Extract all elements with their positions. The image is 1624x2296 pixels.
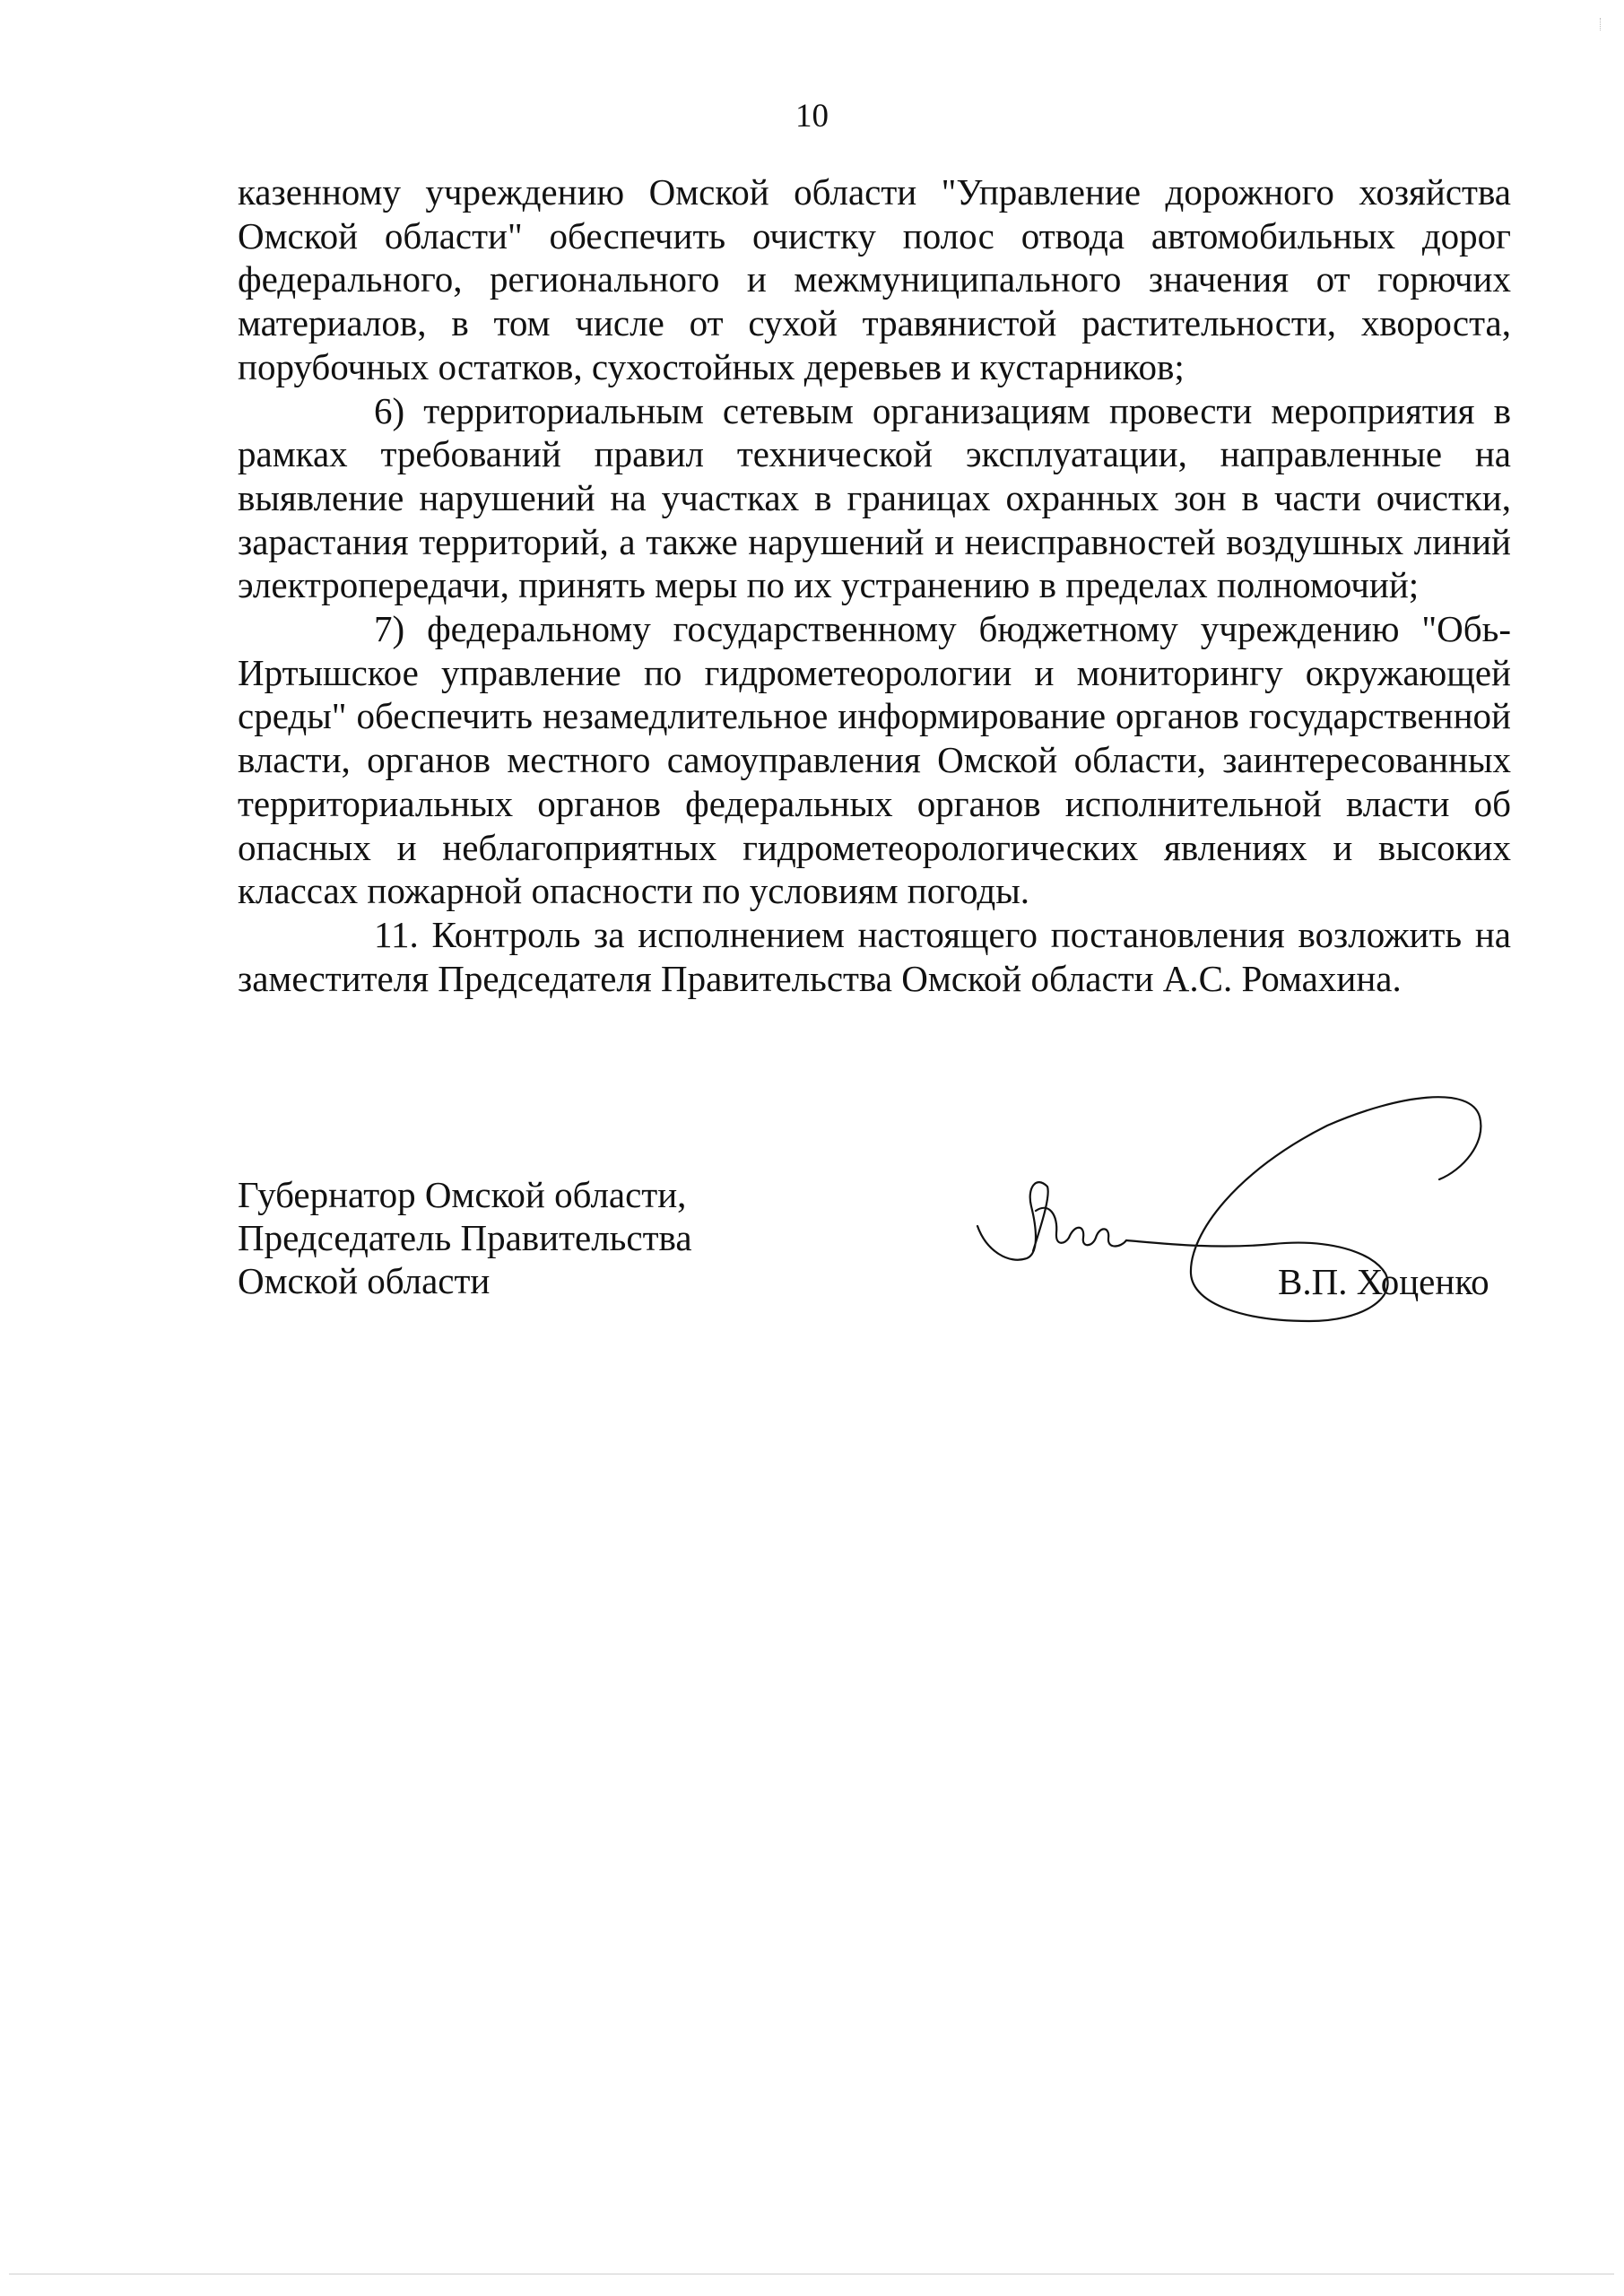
page-number: 10 [795, 98, 829, 135]
handwritten-signature [951, 1090, 1578, 1341]
signer-name: В.П. Хоценко [1278, 1261, 1489, 1302]
signature-stroke [1069, 1228, 1126, 1247]
signature-stroke [1126, 1097, 1481, 1321]
signature-stroke [977, 1182, 1048, 1260]
document-body [238, 170, 1511, 1000]
paragraph-item-7: 7) федеральному государственному бюджетному учреждению "Обь-Иртышское управление по гидрометеорологии и мониторингу окружающей среды" обеспечить незамедлительное информирование органов государственной власти, органов местного самоуправления Омской области, заинтересованных территориальных органов федеральных органов исполнительной власти об опасных и неблагоприятных гидрометеорологических явлениях и высоких классах пожарной опасности по условиям погоды. [238, 608, 1511, 912]
position-line: Губернатор Омской области, [238, 1174, 687, 1215]
signatory-position [238, 1173, 692, 1302]
paragraph-clause-11: 11. Контроль за исполнением настоящего постановления возложить на заместителя Председателя Правительства Омской области А.С. Ромахина. [238, 913, 1511, 999]
position-line: Председатель Правительства [238, 1217, 692, 1258]
scan-artifact [1600, 18, 1606, 30]
paragraph-continuation: казенному учреждению Омской области "Управление дорожного хозяйства Омской области" обеспечить очистку полос отвода автомобильных дорог федерального, регионального и межмуниципального значения от горючих материалов, в том числе от сухой травянистой растительности, хвороста, порубочных остатков, сухостойных деревьев и кустарников; [238, 171, 1511, 387]
position-line: Омской области [238, 1260, 491, 1301]
paragraph-item-6: 6) территориальным сетевым организациям провести мероприятия в рамках требований правил технической эксплуатации, направленные на выявление нарушений на участках в границах охранных зон в части очистки, зарастания территорий, а также нарушений и неисправностей воздушных линий электропередачи, принять меры по их устранению в пределах полномочий; [238, 389, 1511, 606]
